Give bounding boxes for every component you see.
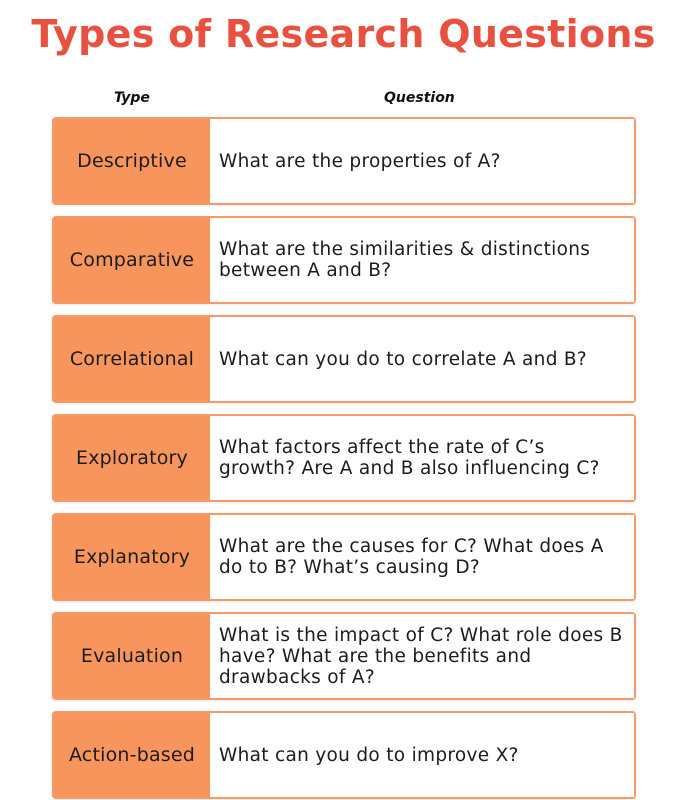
question-cell-action-based: What can you do to improve X?: [210, 713, 634, 797]
research-question-table: [52, 117, 636, 799]
page-title: Types of Research Questions: [31, 12, 656, 56]
type-cell-exploratory: Exploratory: [54, 416, 210, 500]
type-cell-correlational: Correlational: [54, 317, 210, 401]
question-cell-explanatory: What are the causes for C? What does A do to B? What’s causing D?: [210, 515, 634, 599]
table-row: [52, 414, 636, 502]
question-cell-comparative: What are the similarities & distinctions between A and B?: [210, 218, 634, 302]
question-cell-exploratory: What factors affect the rate of C’s growth? Are A and B also influencing C?: [210, 416, 634, 500]
table-row: [52, 513, 636, 601]
table-row: [52, 612, 636, 700]
type-cell-evaluation: Evaluation: [54, 614, 210, 698]
question-cell-descriptive: What are the properties of A?: [210, 119, 634, 203]
table-row: [52, 711, 636, 799]
table-row: [52, 216, 636, 304]
table-row: [52, 117, 636, 205]
table-row: [52, 315, 636, 403]
type-cell-comparative: Comparative: [54, 218, 210, 302]
question-cell-evaluation: What is the impact of C? What role does B have? What are the benefits and drawbacks of A?: [210, 614, 634, 698]
type-cell-descriptive: Descriptive: [54, 119, 210, 203]
type-column-header: Type: [114, 90, 150, 106]
question-cell-correlational: What can you do to correlate A and B?: [210, 317, 634, 401]
type-cell-action-based: Action-based: [54, 713, 210, 797]
type-cell-explanatory: Explanatory: [54, 515, 210, 599]
question-column-header: Question: [384, 90, 455, 106]
